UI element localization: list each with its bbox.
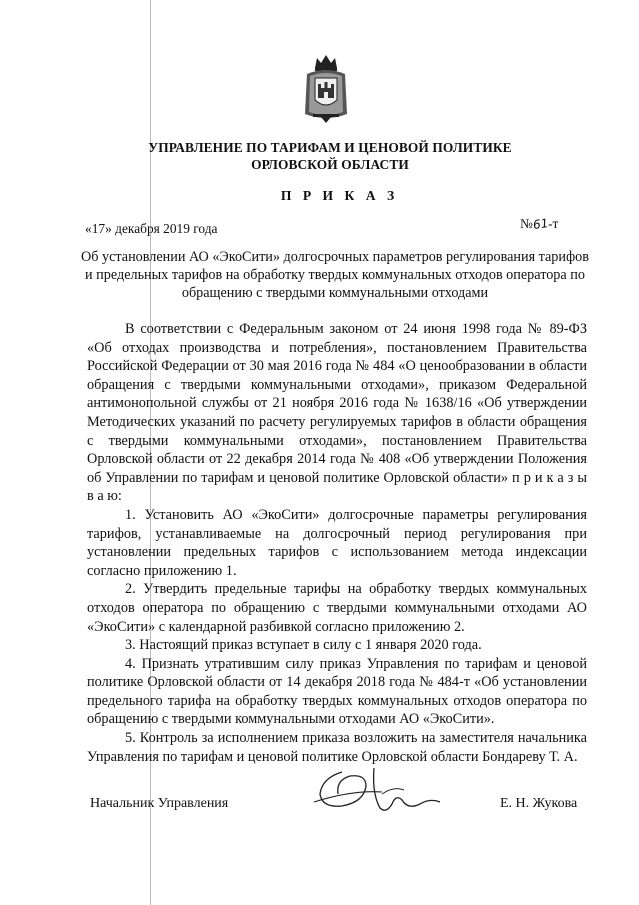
order-item-3: 3. Настоящий приказ вступает в силу с 1 января 2020 года. — [125, 637, 482, 654]
signatory-title: Начальник Управления — [90, 796, 229, 811]
order-number-prefix: № — [520, 216, 533, 231]
organization-region: ОРЛОВСКОЙ ОБЛАСТИ — [251, 157, 409, 172]
order-number — [520, 216, 558, 232]
coat-of-arms-icon — [303, 52, 349, 124]
order-item-4: 4. Признать утратившим силу приказ Управления по тарифам и ценовой политике Орловской области от 14 декабря 2018 года № 484-т «Об установлении предельного тарифа на обработку твердых коммунальных отходов оператора по обращению с твердыми коммунальными отходами АО «ЭкоСити». — [87, 655, 587, 728]
signatory-name: Е. Н. Жукова — [500, 796, 578, 811]
order-item-1: 1. Установить АО «ЭкоСити» долгосрочные параметры регулирования тарифов, устанавливаемые на долгосрочный период регулирования при установлении предельных тарифов с использованием метода индексации согласно приложению 1. — [87, 506, 587, 579]
order-subject: Об установлении АО «ЭкоСити» долгосрочных параметров регулирования тарифов и предельных тарифов на обработку твердых коммунальных отходов оператора по обращению с твердыми коммунальными отходами — [81, 249, 589, 301]
document-type-title: П Р И К А З — [280, 188, 399, 203]
order-body — [87, 320, 587, 766]
handwritten-signature-icon — [312, 764, 444, 820]
organization-name: УПРАВЛЕНИЕ ПО ТАРИФАМ И ЦЕНОВОЙ ПОЛИТИКЕ — [148, 140, 512, 155]
order-item-2: 2. Утвердить предельные тарифы на обработку твердых коммунальных отходов оператора по обращению с твердыми коммунальными отходами АО «ЭкоСити» с календарной разбивкой согласно приложению 2. — [87, 581, 587, 635]
order-number-suffix: -т — [548, 216, 559, 231]
order-number-handwritten: 61 — [531, 216, 549, 232]
order-item-5: 5. Контроль за исполнением приказа возложить на заместителя начальника Управления по тарифам и ценовой политике Орловской области Бондареву Т. А. — [87, 730, 587, 765]
preamble-paragraph: В соответствии с Федеральным законом от 24 июня 1998 года № 89-ФЗ «Об отходах производства и потребления», постановлением Правительства Российской Федерации от 30 мая 2016 года № 484 «О ценообразовании в области обращения с твердыми коммунальными отходами», приказом Федеральной антимонопольной службы от 21 ноября 2016 года № 1638/16 «Об утверждении Методических указаний по расчету регулируемых тарифов в области обращения с твердыми коммунальными отходами», постановлением Правительства Орловской области от 22 декабря 2014 года № 408 «Об утверждении Положения об Управлении по тарифам и ценовой политике Орловской области» п р и к а з ы в а ю: — [87, 321, 587, 505]
order-date: «17» декабря 2019 года — [85, 221, 218, 236]
